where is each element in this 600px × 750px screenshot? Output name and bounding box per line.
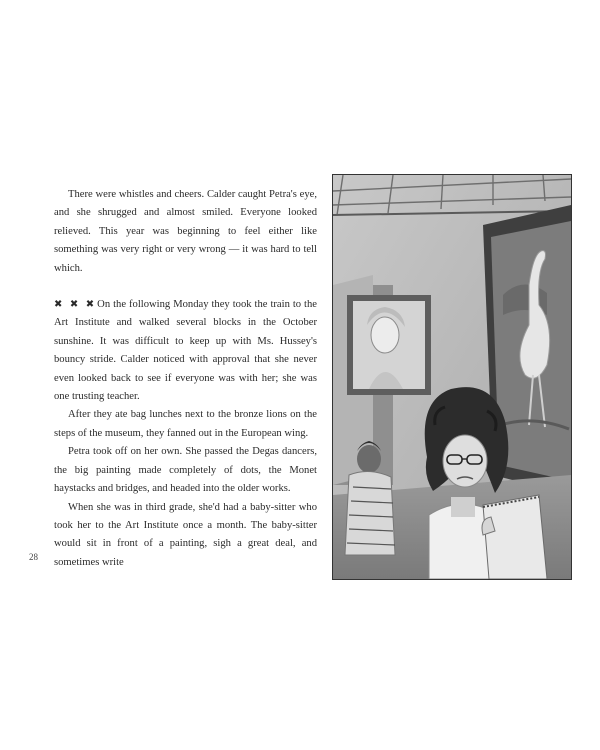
paragraph-2 (54, 296, 317, 406)
paragraph-3: After they ate bag lunches next to the bronze lions on the steps of the museum, they fanned out in the European wing. (54, 409, 317, 439)
paragraph-1: There were whistles and cheers. Calder caught Petra's eye, and she shrugged and almost smiled. Everyone looked relieved. This year was beginning to feel either like something was very right or very wrong — it was hard to tell which. (54, 189, 317, 274)
section-break-ornament: ✖ ✖ ✖ (54, 299, 97, 311)
portrait-painting (347, 295, 431, 395)
sketchbook (482, 495, 547, 579)
page-number: 28 (29, 552, 38, 562)
illustration (332, 174, 572, 580)
paragraph-4: Petra took off on her own. She passed the Degas dancers, the big painting made completely of dots, the Monet haystacks and bridges, and headed into the older works. (54, 446, 317, 495)
body-text (54, 186, 317, 572)
museum-illustration (333, 175, 571, 579)
paragraph-5: When she was in third grade, she'd had a baby-sitter who took her to the Art Institute once a month. The baby-sitter would sit in front of a painting, sigh a great deal, and sometimes write (54, 501, 317, 568)
paragraph-2-text: On the following Monday they took the train to the Art Institute and walked several blocks in the October sunshine. It was difficult to keep up with Ms. Hussey's bouncy stride. Calder noticed with approval that she never even looked back to see if everyone was with her; she was one trusting teacher. (54, 299, 318, 403)
